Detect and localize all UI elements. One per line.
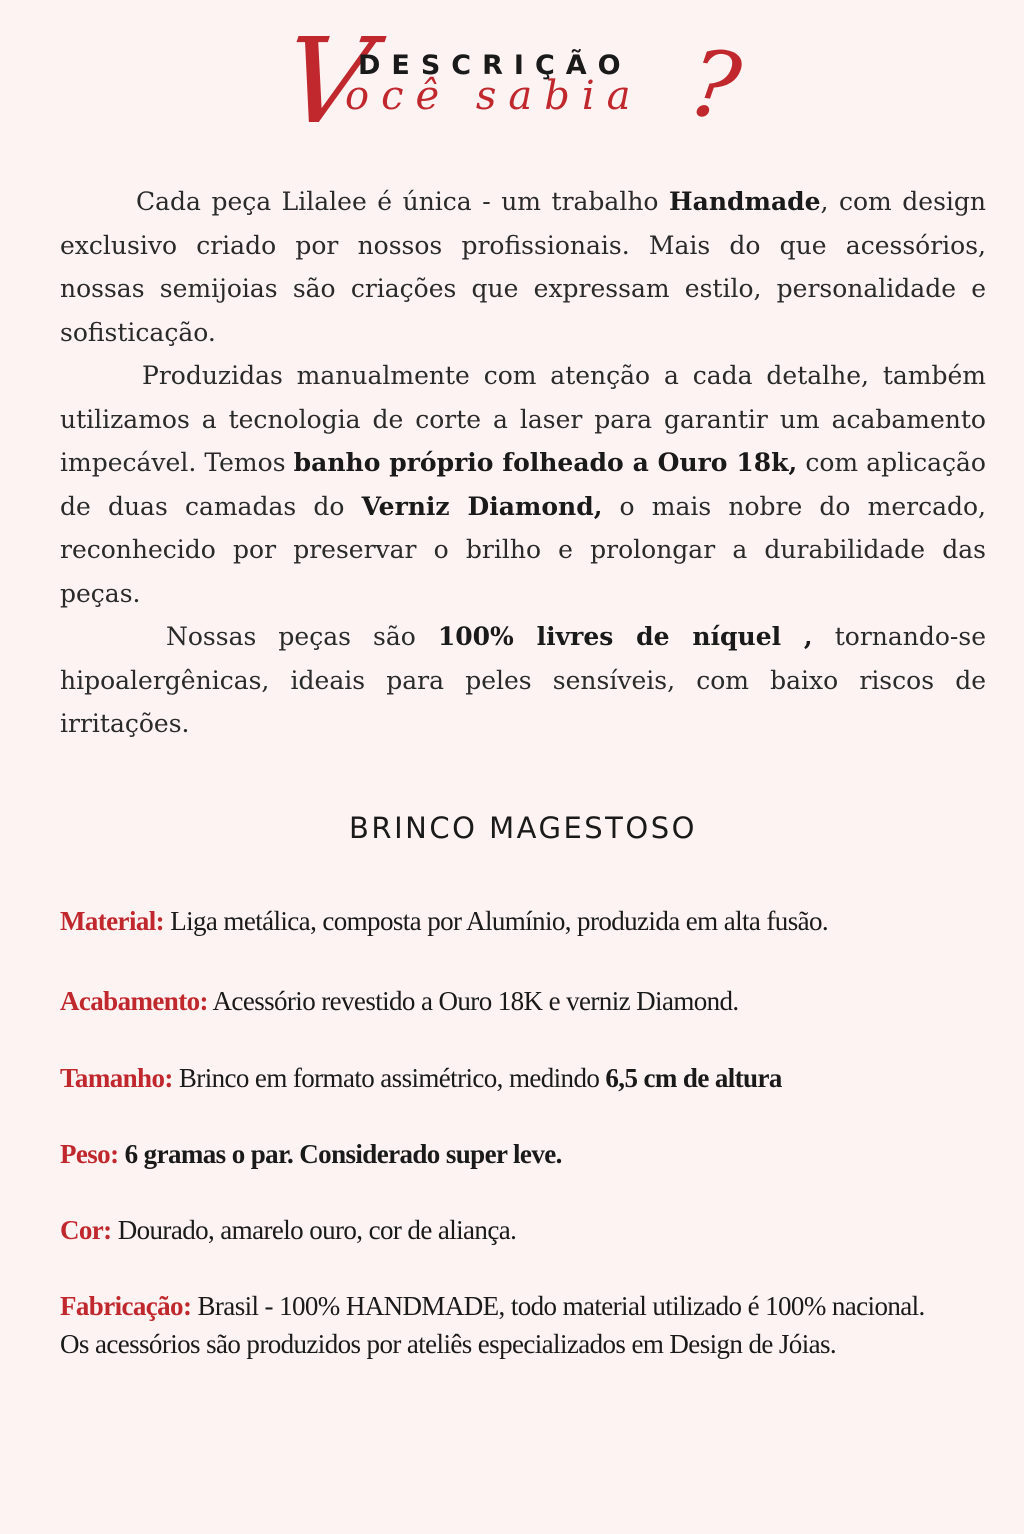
script-question-mark: ?: [682, 29, 747, 142]
script-title-v: V: [275, 12, 380, 150]
spec-material-value: Liga metálica, composta por Alumínio, produzida em alta fusão.: [164, 906, 829, 936]
spec-acabamento: [60, 982, 739, 1020]
intro-paragraph-3: [60, 615, 986, 746]
spec-fabricacao: [60, 1287, 925, 1325]
intro-text: [60, 180, 986, 746]
spec-fabricacao-line-2: Os acessórios são produzidos por ateliês especializados em Design de Jóias.: [60, 1329, 837, 1359]
intro-paragraph-1: [60, 180, 986, 354]
spec-cor-value: Dourado, amarelo ouro, cor de aliança.: [111, 1215, 517, 1245]
spec-peso-value: 6 gramas o par. Considerado super leve.: [118, 1139, 562, 1169]
spec-peso-label: Peso:: [60, 1139, 119, 1169]
spec-cor-label: Cor:: [60, 1215, 112, 1245]
spec-acabamento-value: Acessório revestido a Ouro 18K e verniz Diamond.: [207, 986, 739, 1016]
spec-cor: [60, 1211, 516, 1249]
product-title: BRINCO MAGESTOSO: [349, 811, 697, 845]
spec-material-label: Material:: [60, 906, 165, 936]
intro-p2-text-c: com aplicação de duas camadas do: [60, 448, 986, 521]
spec-tamanho-label: Tamanho:: [60, 1063, 173, 1093]
spec-fabricacao-value: Brasil - 100% HANDMADE, todo material utilizado é 100% nacional.: [191, 1291, 925, 1321]
header: [0, 0, 1024, 170]
spec-peso: [60, 1135, 562, 1173]
spec-tamanho: [60, 1059, 782, 1097]
intro-p1-text-c: , com design exclusivo criado por nossos profissionais. Mais do que acessórios, nossas semijoias são criações que expressam estilo, personalidade e sofisticação.: [60, 187, 987, 347]
intro-p2-bold-d: Verniz Diamond,: [361, 491, 603, 521]
intro-p2-text-a: Produzidas manualmente com atenção a cada detalhe, também utilizamos a tecnologia de corte a laser para garantir um acabamento impecável. Temos: [60, 361, 986, 477]
spec-tamanho-value: Brinco em formato assimétrico, medindo: [172, 1063, 606, 1093]
spec-acabamento-label: Acabamento:: [60, 986, 208, 1016]
intro-p3-bold: 100% livres de níquel ,: [437, 622, 813, 651]
intro-p2-text-e: o mais nobre do mercado, reconhecido por preservar o brilho e prolongar a durabilidade das peças.: [60, 491, 986, 608]
intro-p3-text-a: Nossas peças são: [166, 622, 438, 651]
intro-p1-text-a: Cada peça Lilalee é única - um trabalho: [136, 187, 670, 216]
intro-p3-text-c: tornando-se hipoalergênicas, ideais para peles sensíveis, com baixo riscos de irritações.: [60, 622, 986, 738]
intro-p1-bold: Handmade: [669, 187, 821, 216]
page-title: DESCRIÇÃO: [358, 50, 632, 81]
script-title: ocê sabia: [345, 73, 643, 119]
spec-material: [60, 902, 828, 940]
spec-fabricacao-label: Fabricação:: [60, 1291, 192, 1321]
intro-paragraph-2: [60, 354, 986, 615]
spec-tamanho-bold: 6,5 cm de altura: [605, 1063, 782, 1093]
intro-p2-bold-b: banho próprio folheado a Ouro 18k,: [293, 448, 798, 477]
